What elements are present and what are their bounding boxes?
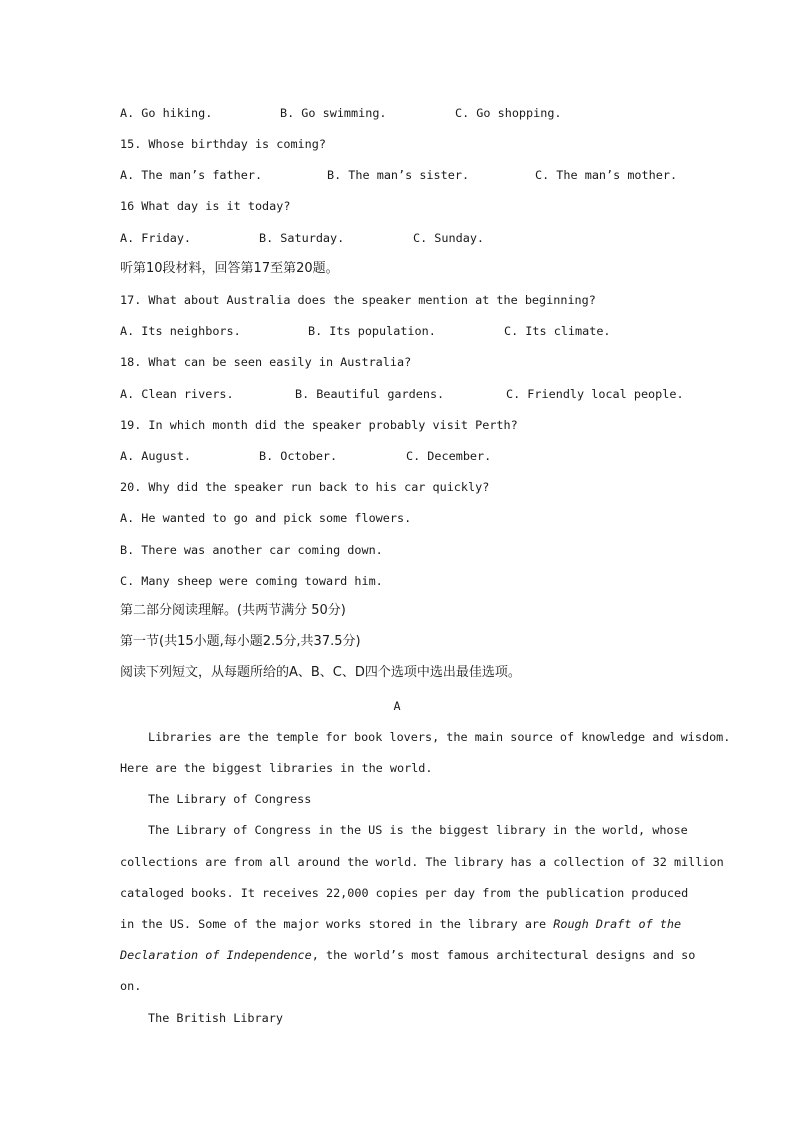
option-b: B. Saturday.	[259, 231, 345, 245]
passage-intro-line-1: Libraries are the temple for book lovers, the main source of knowledge and wisdom.	[148, 730, 731, 744]
option-c: C. Its climate.	[504, 324, 611, 338]
paragraph-1-line-3: cataloged books. It receives 22,000 copies per day from the publication produced	[120, 886, 689, 900]
q14-options	[120, 103, 676, 123]
option-c: C. Friendly local people.	[506, 387, 684, 401]
italic-title-run: Rough Draft of the	[553, 917, 682, 931]
paragraph-1-line-2: collections are from all around the world. The library has a collection of 32 million	[120, 855, 724, 869]
passage-intro-line-2: Here are the biggest libraries in the world.	[120, 761, 433, 775]
q20-option-b: B. There was another car coming down.	[120, 543, 383, 557]
section-heading-british-library: The British Library	[148, 1011, 283, 1025]
option-a: A. Its neighbors.	[120, 324, 241, 338]
q18-options	[120, 384, 684, 404]
paragraph-1-line-1: The Library of Congress in the US is the biggest library in the world, whose	[148, 823, 688, 837]
paragraph-1-line-5	[120, 945, 696, 965]
paragraph-1-line-6: on.	[120, 979, 142, 993]
section-1-title: 第一节(共15小题,每小题2.5分,共37.5分)	[120, 634, 361, 649]
option-b: B. October.	[259, 449, 338, 463]
question-17: 17. What about Australia does the speaker mention at the beginning?	[120, 293, 596, 307]
option-b: B. Its population.	[308, 324, 436, 338]
option-b: B. Beautiful gardens.	[295, 387, 445, 401]
text-run: , the world’s most famous architectural designs and so	[311, 948, 696, 962]
option-a: A. Clean rivers.	[120, 387, 234, 401]
q15-options	[120, 165, 676, 185]
option-a: A. Friday.	[120, 231, 192, 245]
option-c: C. Go shopping.	[455, 106, 562, 120]
text-run: in the US. Some of the major works stored in the library are	[120, 917, 554, 931]
option-a: A. The man’s father.	[120, 168, 263, 182]
paragraph-1-line-4	[120, 914, 682, 934]
part-2-title: 第二部分阅读理解。(共两节满分 50分)	[120, 603, 346, 618]
option-b: B. Go swimming.	[280, 106, 387, 120]
option-a: A. August.	[120, 449, 192, 463]
section-10-instruction: 听第10段材料，回答第17至第20题。	[120, 261, 339, 276]
option-c: C. The man’s mother.	[535, 168, 678, 182]
section-heading-library-of-congress: The Library of Congress	[148, 792, 312, 806]
q20-option-c: C. Many sheep were coming toward him.	[120, 574, 383, 588]
option-a: A. Go hiking.	[120, 106, 213, 120]
question-15: 15. Whose birthday is coming?	[120, 137, 326, 151]
q19-options	[120, 446, 676, 466]
question-20: 20. Why did the speaker run back to his car quickly?	[120, 480, 490, 494]
italic-title-run: Declaration of Independence	[120, 948, 312, 962]
option-c: C. Sunday.	[413, 231, 485, 245]
question-16: 16 What day is it today?	[120, 199, 291, 213]
option-b: B. The man’s sister.	[327, 168, 470, 182]
option-c: C. December.	[406, 449, 492, 463]
q17-options	[120, 321, 676, 341]
reading-instruction: 阅读下列短文，从每题所给的A、B、C、D四个选项中选出最佳选项。	[120, 665, 521, 680]
q16-options	[120, 228, 676, 248]
q20-option-a: A. He wanted to go and pick some flowers.	[120, 511, 412, 525]
passage-label: A	[393, 699, 401, 713]
question-19: 19. In which month did the speaker probably visit Perth?	[120, 418, 518, 432]
question-18: 18. What can be seen easily in Australia?	[120, 355, 412, 369]
